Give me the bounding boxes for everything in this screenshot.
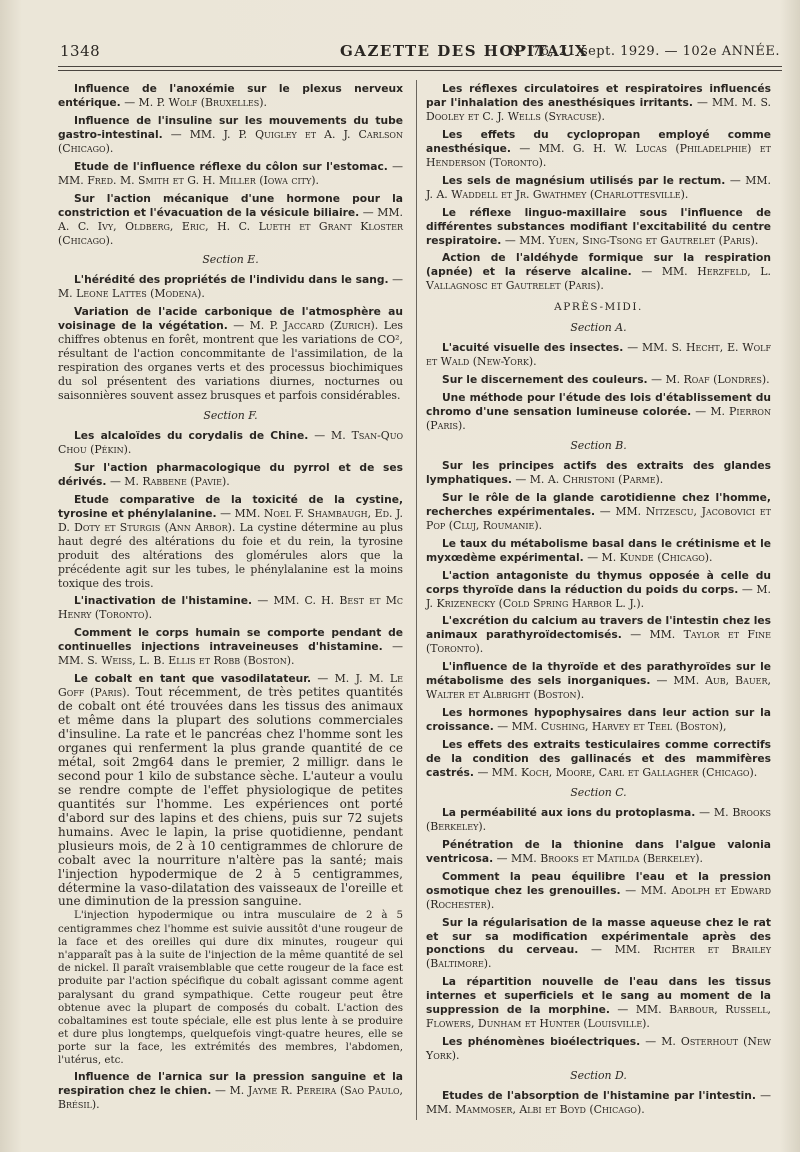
section-heading: Section B. (570, 438, 627, 452)
entry-authors: — MM. Brooks et Matilda (Berkeley). (496, 851, 703, 865)
entry (58, 594, 403, 622)
entry-authors: — M. J. Krizenecky (Cold Spring Harbor L. J.). (426, 582, 771, 610)
entry-title: Pénétration de la thionine dans l'algue valonia ventricosa. (426, 837, 771, 865)
entry-title: Influence de l'anoxémie sur le plexus nerveux entérique. (58, 82, 403, 109)
entry (58, 1070, 403, 1112)
entry-authors: — MM. G. H. W. Lucas (Philadelphie) et Henderson (Toronto). (426, 141, 771, 169)
entry (58, 461, 403, 489)
entry-title: Comment la peau équilibre l'eau et la pression osmotique chez les grenouilles. (426, 869, 771, 897)
entry-authors: — M. Leone Lattes (Modena). (58, 273, 404, 301)
column-divider (416, 80, 417, 1120)
entry-authors: — M. Jayme R. Pereira (Sao Paulo, Brésil). (58, 1083, 403, 1111)
entry-title: Influence de l'arnica sur la pression sanguine et la respiration chez le chien. (58, 1069, 403, 1097)
entry (426, 738, 771, 780)
page-header (60, 38, 780, 68)
entry-title: Sur le discernement des couleurs. (442, 373, 648, 387)
entry-title: L'excrétion du calcium au travers de l'intestin chez les animaux parathyroïdectomisés. (426, 614, 771, 642)
entry (426, 1089, 771, 1117)
entry-title: Etude de l'influence réflexe du côlon sur l'estomac. (74, 159, 388, 173)
page-number: 1348 (60, 42, 101, 60)
entry (58, 82, 403, 110)
entry (426, 128, 771, 170)
entry-title: Etude comparative de la toxicité de la cystine, tyrosine et phénylalanine. (58, 492, 403, 520)
entry-authors: — MM. J. P. Quigley et A. J. Carlson (Chicago). (58, 127, 403, 155)
entry (58, 626, 403, 668)
entry-authors: — MM. Nitzescu, Jacobovici et Pop (Cluj, Roumanie). (426, 504, 771, 532)
entry-text: La cystine détermine au plus haut degré des altérations du foie et du rein, la tyrosine produit des altérations des glomérules alors que la précédente agit sur les tubes, le phénylalanine est la moins toxique des trois. (58, 520, 403, 590)
entry (58, 160, 403, 188)
entry-authors: — MM. C. H. Best et Mc Henry (Toronto). (58, 594, 404, 622)
right-column (426, 82, 771, 1121)
entry-text: Tout récemment, de très petites quantités de cobalt ont été trouvées dans les tissus des animaux et même dans la plupart des solutions commerciales d'insuline. La rate et le pancréas chez l'homme sont les organes qui renferment la plus grande quantité de ce métal, soit 2mg64 dans le premier, 2 milligr. dans le second pour 1 kilo de substance sèche. L'auteur a voulu se rendre compte de l'effet physiologique de petites quantités sur l'homme. Les expériences ont porté d'abord sur des lapins et des chiens, puis sur 72 sujets humains. Avec le lapin, la prise quotidienne, pendant plusieurs mois, de 2 à 10 centigrammes de chlorure de cobalt avec la nourriture n'altère pas la santé; mais l'injection hypodermique de 2 à 5 centigrammes, détermine la vaso-dilatation des vaisseaux de l'oreille et une diminution de la pression sanguine. (58, 685, 403, 909)
header-rule (58, 66, 782, 67)
entry (58, 493, 403, 591)
entry-authors: — MM. M. S. Dooley et C. J. Wells (Syracuse). (426, 95, 772, 123)
section-heading: Section F. (203, 409, 258, 423)
entry (426, 569, 771, 611)
entry-title: Sur l'action pharmacologique du pyrrol et de ses dérivés. (58, 460, 403, 488)
entry (426, 206, 771, 248)
entry-title: L'inactivation de l'histamine. (74, 594, 253, 608)
entry-title: Les phénomènes bioélectriques. (442, 1035, 641, 1049)
entry-title: L'action antagoniste du thymus opposée à celle du corps thyroïde dans la réduction du poids du corps. (426, 568, 771, 596)
entry (426, 870, 771, 912)
entry-authors: — M. Rabbene (Pavie). (109, 474, 230, 488)
entry (426, 706, 771, 734)
entry (58, 429, 403, 457)
entry (426, 838, 771, 866)
section-heading: Section C. (570, 785, 627, 799)
entry (58, 672, 403, 909)
entry (426, 916, 771, 972)
entry-title: Sur les principes actifs des extraits des glandes lymphatiques. (426, 458, 771, 486)
entry (426, 341, 771, 369)
entry-title: Une méthode pour l'étude des lois d'établissement du chromo d'une sensation lumineuse colorée. (426, 391, 771, 419)
entry-authors: — MM. S. Weiss, L. B. Ellis et Robb (Boston). (58, 640, 403, 668)
entry-authors: — MM. Herzfeld, L. Vallagnosc et Gautrelet (Paris). (426, 265, 771, 293)
entry-authors: — M. Pierron (Paris). (426, 405, 771, 433)
entry-authors: — M. Roaf (Londres). (651, 373, 770, 387)
entry-authors: — MM. Mammoser, Albi et Boyd (Chicago). (426, 1089, 771, 1116)
entry-authors: — MM. Aub, Bauer, Walter et Albright (Boston). (426, 674, 771, 702)
entry-text: Les chiffres obtenus en forêt, montrent que les variations de CO², résultant de l'action concommitante de l'assimilation, de la respiration des organes verts et des processus biochimiques du sol présentent des variations diurnes, nocturnes ou saisonnières souvent assez brusques et parfois considérables. (58, 319, 403, 403)
entry-title: Les effets des extraits testiculaires comme correctifs de la condition des gallinacés et des mammifères castrés. (426, 738, 771, 779)
entry-title: Sur l'action mécanique d'une hormone pour la constriction et l'évacuation de la vésicule biliaire. (58, 191, 403, 219)
entry (426, 806, 771, 834)
entry-title: La répartition nouvelle de l'eau dans les tissus internes et superficiels et le sang au moment de la suppression de la morphine. (426, 975, 771, 1017)
entry-title: Sur la régularisation de la masse aqueuse chez le rat et sur sa modification expérimentale après des ponctions du cerveau. (426, 915, 771, 957)
entry-authors: — M. J. M. Le Goff (Paris). (58, 672, 403, 700)
entry-authors: — M. A. Christoni (Parme). (515, 472, 664, 486)
section-heading: Section A. (570, 321, 627, 335)
entry-title: Les hormones hypophysaires dans leur action sur la croissance. (426, 706, 771, 734)
entry-title: Les effets du cyclopropan employé comme anesthésique. (426, 127, 771, 155)
entry-title: L'acuité visuelle des insectes. (442, 341, 624, 355)
entry-authors: — MM. Yuen, Sing-Tsong et Gautrelet (Paris). (504, 233, 759, 247)
entry (58, 192, 403, 248)
entry (58, 273, 403, 301)
entry (426, 82, 771, 124)
entry (426, 614, 771, 656)
entry-authors: — MM. Cushing, Harvey et Teel (Boston), (497, 720, 727, 734)
left-column (58, 82, 403, 1116)
entry-authors: — MM. Richter et Brailey (Baltimore). (426, 943, 771, 971)
entry-title: L'hérédité des propriétés de l'individu dans le sang. (74, 273, 389, 287)
entry-authors: — M. Brooks (Berkeley). (426, 805, 771, 833)
entry (426, 391, 771, 433)
entry-authors: — MM. Barbour, Russell, Flowers, Dunham et Hunter (Louisville). (426, 1003, 771, 1031)
entry-title: Le cobalt en tant que vasodilatateur. (74, 672, 312, 686)
entry-title: Sur le rôle de la glande carotidienne chez l'homme, recherches expérimentales. (426, 490, 771, 518)
entry (426, 491, 771, 533)
entry-title: Etudes de l'absorption de l'histamine par l'intestin. (442, 1089, 756, 1103)
entry-authors: — M. P. Wolf (Bruxelles). (124, 95, 267, 109)
entry (426, 975, 771, 1031)
section-heading: Section D. (570, 1069, 627, 1083)
entry-authors: — MM. J. A. Waddell et Jr. Gwathmey (Charlottesville). (426, 173, 771, 201)
entry (58, 114, 403, 156)
entry (426, 1035, 771, 1063)
entry-authors: — MM. S. Hecht, E. Wolf et Wald (New-York). (426, 341, 771, 369)
entry-authors: — MM. Adolph et Edward (Rochester). (426, 883, 772, 911)
entry-authors: — MM. Fred. M. Smith et G. H. Miller (Iowa city). (58, 159, 403, 187)
entry (426, 174, 771, 202)
entry-authors: — M. Osterhout (New York). (426, 1035, 772, 1063)
entry-authors: — MM. Taylor et Fine (Toronto). (426, 628, 771, 656)
entry-title: Variation de l'acide carbonique de l'atmosphère au voisinage de la végétation. (58, 305, 403, 333)
entry (426, 537, 771, 565)
entry-title: Le réflexe linguo-maxillaire sous l'influence de différentes substances modifiant l'excitabilité du centre respiratoire. (426, 205, 771, 247)
entry-authors: — M. Kunde (Chicago). (587, 550, 713, 564)
entry-authors: — M. P. Jaccard (Zurich). (233, 319, 379, 333)
entry-title: Comment le corps humain se comporte pendant de continuelles injections intraveineuses d'histamine. (58, 626, 403, 654)
header-rule-thin (58, 70, 782, 71)
entry (426, 459, 771, 487)
entry-title: Les réflexes circulatoires et respiratoires influencés par l'inhalation des anesthésiques irritants. (426, 82, 771, 109)
entry-authors: — M. Tsan-Quo Chou (Pékin). (58, 428, 403, 456)
entry-authors: — MM. A. C. Ivy, Oldberg, Eric, H. C. Lueth et Grant Kloster (Chicago). (58, 205, 403, 247)
entry (426, 251, 771, 293)
entry-title: Le taux du métabolisme basal dans le crétinisme et le myxœdème expérimental. (426, 536, 771, 564)
entry-title: La perméabilité aux ions du protoplasma. (442, 805, 696, 819)
journal-title: GAZETTE DES HOPITAUX (340, 42, 589, 60)
entry-text: L'injection hypodermique ou intra musculaire de 2 à 5 centigrammes chez l'homme est suivie aussitôt d'une rougeur de la face et des oreilles qui dure dix minutes, rougeur qui n'apparaît pas à la suite de l'injection de la même quantité de sel de nickel. Il paraît vraisemblable que cette rougeur de la face est produite par l'action spécifique du cobalt agissant comme agent paralysant du grand sympathique. Cette rougeur peut être obtenue avec la plupart de composés du cobalt. L'action des cobaltamines est toute spéciale, elle est plus lente à se produire et dure plus longtemps, quelquefois vingt-quatre heures, elle se porte sur la face, les extrémités des membres, l'abdomen, l'utérus, etc. (58, 909, 403, 1067)
entry-title: L'influence de la thyroïde et des parathyroïdes sur le métabolisme des sels inorganiques. (426, 660, 771, 688)
entry-title: Les alcaloïdes du corydalis de Chine. (74, 428, 309, 442)
entry-title: Les sels de magnésium utilisés par le rectum. (442, 173, 726, 187)
session-heading: APRÈS-MIDI. (554, 301, 643, 314)
entry (58, 305, 403, 403)
entry-title: Influence de l'insuline sur les mouvements du tube gastro-intestinal. (58, 113, 403, 141)
entry-authors: — MM. Noel F. Shambaugh, Ed. J. D. Doty et Sturgis (Ann Arbor). (58, 506, 403, 534)
entry-authors: — MM. Koch, Moore, Carl et Gallagher (Chicago). (477, 765, 758, 779)
entry (426, 660, 771, 702)
section-heading: Section E. (202, 253, 259, 267)
issue-info: N° 76, 21 sept. 1929. — 102e ANNÉE. (508, 44, 780, 59)
entry (426, 373, 771, 387)
entry-title: Action de l'aldéhyde formique sur la respiration (apnée) et la réserve alcaline. (426, 251, 771, 279)
